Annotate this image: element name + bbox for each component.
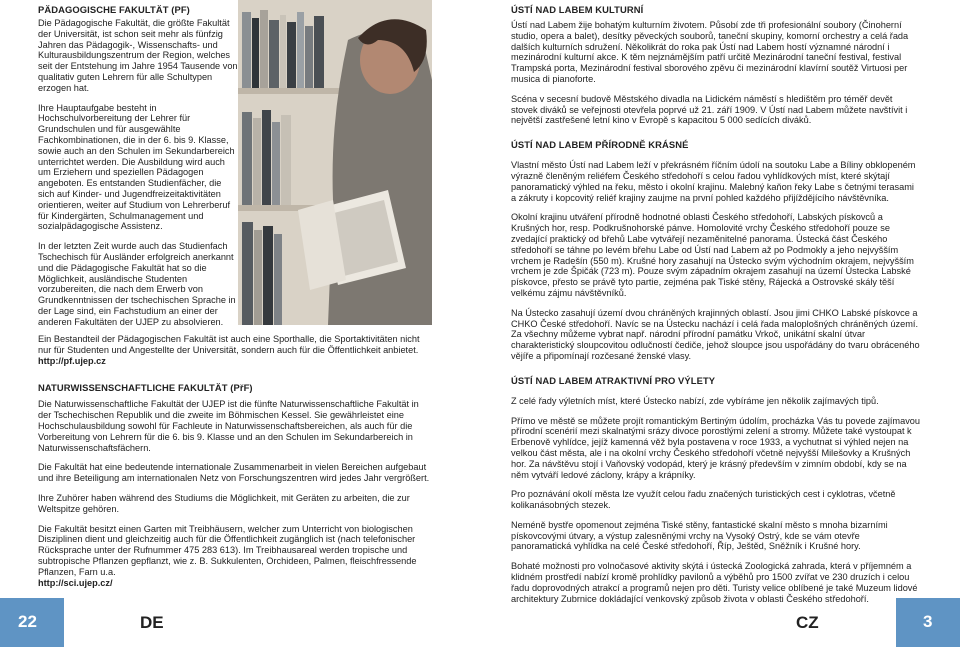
paragraph: Ústí nad Labem žije bohatým kulturním životem. Působí zde tři profesionální soubory (Činoherní studio, opera a balet), desítky pěveckých souborů, taneční skupiny, komorní orchestry a celá řada dalších kulturních sdružení. Několikrát do roka pak Ústí nad Labem hostí významné národní i mezinárodní kulturní akce. K těm nejznámějším patří určitě Mezinárodní taneční festival, festival Trampská porta, Mezinárodní festival sborového zpěvu či mezinárodní klavírní soutěž Virtuosi per musica di pianoforte. (511, 20, 909, 84)
section-title-prf: NATURWISSENSCHAFTLICHE FAKULTÄT (PřF) (38, 382, 253, 394)
paragraph: Ihre Zuhörer haben während des Studiums die Möglichkeit, mit Geräten zu arbeiten, die zur Weltspitze gehören. (38, 492, 410, 514)
section-title-trips: ÚSTÍ NAD LABEM ATRAKTIVNÍ PRO VÝLETY (511, 374, 716, 386)
paragraph: Die Fakultät besitzt einen Garten mit Treibhäusern, welcher zum Unterricht von biologischen Disziplinen dient und gleichzeitig auch für die Öffentlichkeit zugänglich ist (nach telefonischer Rücksprache unter der Rufnummer 475 283 613). Im Treibhausareal werden tropische und subtropische Pflanzen gepflanzt, wie z. B. Sukkulenten, Orchideen, Palmen, fleischfressende Pflanzen, Farn u.a. (38, 523, 417, 577)
left-intro-column (38, 4, 238, 337)
section-title-nature: ÚSTÍ NAD LABEM PŘÍRODNĚ KRÁSNÉ (511, 139, 689, 151)
paragraph: Okolní krajinu utváření přírodně hodnotné oblasti Českého středohoří, Labských pískovců a Krušných hor, resp. Podkrušnohorské pánve. Homolovité vrchy Českého středohoří pouze se zvedající praktický od břehů Labe vytvářejí nezaměnitelné panorama. Ústecká část Českého středohoří se táhne po levém břehu Labe od Ústí nad Labem až po Podmokly a jeho nejvyšším vrchem je Radešín (550 m). Krušné hory zasahují na Ústecko svým východním okrajem, nejvyšším vrchem je zde Špičák (723 m). Pouze svým západním okrajem zasahují na území Ústecka Labské pískovce, přesto se právě tyto partie, zejména pak Tiské stěny, Rájecká a Ostrovské skály těší velkému zájmu návštěvníků. (511, 212, 914, 298)
paragraph: Na Ústecko zasahují území dvou chráněných krajinných oblastí. Jsou jimi CHKO Labské pískovce a CHKO České středohoří. Navíc se na Ústecku nachází i celá řada maloplošných chráněných území. Za všechny můžeme vybrat např. národní přírodní památku Vrkoč, unikátní skalní útvar charakteristický sloupcovitou odlučností čediče, jehož sloupce jsou uspořádány do tvaru obráceného vějíře a připomínají rozčesané ženské vlasy. (511, 307, 920, 361)
paragraph: Přímo ve městě se můžete projít romantickým Bertiným údolím, procházka Vás tu povede zajímavou přírodní scenérií mezi skalnatými srázy divoce porostlými zelení a stromy. Můžete také vystoupat k Erbenově vyhlídce, jejíž kamenná věž byla postavena v roce 1933, a vychutnat si výhled nejen na velkou část města, ale i na okolní vrchy Českého středohoří včetně nejvyšší Milešovky a Krušných hor. Za návštěvu stojí i Vaňovský vodopád, který je krásný především v zimním období, kdy se na něm vytváří ledové záclony, krápy a krápníky. (511, 415, 921, 480)
paragraph: Z celé řady výletních míst, které Ústecko nabízí, zde vybíráme jen několik zajímavých tipů. (511, 395, 879, 406)
paragraph: Vlastní město Ústí nad Labem leží v překrásném říčním údolí na soutoku Labe a Bíliny obklopeném výrazně členěným reliéfem Českého středohoří s celou řadou vyhlídkových míst, které skýtají panoramatický výhled na řeku, město i okolní krajinu. Malebný kaňon řeky Labe s četnými terasami a zákruty i kopcovitý reliéf krajiny zaujme na první pohled každého přijíždějícího návštěvníka. (511, 160, 916, 203)
paragraph: Die Pädagogische Fakultät, die größte Fakultät der Universität, ist schon seit mehr als fünfzig Jahren das Pädagogik-, Wissenschafts- und Kulturausbildungszentrum der Region, welches seit der Entstehung im Jahre 1954 Tausende von qualitativ guten Lehrern für alle Schultypen erzogen hat. (38, 18, 238, 93)
paragraph: Die Naturwissenschaftliche Fakultät der UJEP ist die fünfte Naturwissenschaftliche Fakultät in der Tschechischen Republik und die zweite im Böhmischen Kessel. Sie gewährleistet eine Hochschulausbildung sowohl für Fachleute in Naturwissenschaftsbereichen, als auch für die Vorbereitung von Lehrern für die 6. bis 9. Klasse und an den Schulen im Sekundarbereich in Naturwissenschaftsfächern. (38, 399, 419, 453)
page-number-left: 22 (18, 612, 37, 631)
page-number-right: 3 (923, 612, 933, 631)
paragraph: Pro poznávání okolí města lze využít celou řadu značených turistických cest i cyklotras, včetně kolikanásobných stezek. (511, 489, 896, 511)
paragraph-text: Ein Bestandteil der Pädagogischen Fakultät ist auch eine Sporthalle, die Sportaktivitäten nicht nur für Studenten und Angestellte der Universität, sondern auch für die Öffentlichkeit anbietet. (38, 334, 420, 355)
pf-url-link[interactable]: http://pf.ujep.cz (38, 355, 106, 366)
library-photo-illustration (238, 0, 432, 325)
paragraph: Neméně bystře opomenout zejména Tiské stěny, fantastické skalní město s mnoha bizarními pískovcovými útvary, a výstup zalesněnými vrchy na Vysoký Ostrý, kde se vám otevře panoramatická vyhlídka na celé České středohoří, Říp, Ještěd, Sněžník i Krušné hory. (511, 519, 888, 552)
library-photo (238, 0, 432, 325)
right-column (511, 4, 921, 613)
paragraph: Scéna v secesní budově Městského divadla na Lidickém náměstí s hledištěm pro téměř devět stovek diváků se veřejnosti otevřela poprvé už 21. září 1909. V Ústí nad Labem můžete navštívit i největší zastřešené letní kino v Evropě s kapacitou 5 000 sedících diváků. (511, 93, 908, 126)
paragraph: Bohaté možnosti pro volnočasové aktivity skýtá i ústecká Zoologická zahrada, která v příjemném a klidném prostředí nabízí kromě prohlídky pavilonů a výběhů pro 1500 zvířat ve 230 druzích i celou řadu doprovodných atrakcí a programů nejen pro děti. Turisty velice oblíbené je také Muzeum lidové architektury Zubrnice dokládající venkovský způsob života v oblasti Českého středohoří. (511, 561, 918, 604)
page-footer (0, 598, 960, 647)
paragraph: In der letzten Zeit wurde auch das Studienfach Tschechisch für Ausländer erfolgreich anerkannt und die Pädagogische Fakultät hat so die Möglichkeit, ausländische Studenten vorzubereiten, die nach dem Erwerb von Grundkenntnissen der tschechischen Sprache in der Lage sind, ein Fachstudium an einer der anderen Fakultäten der UJEP zu absolvieren. (38, 241, 236, 327)
paragraph (38, 334, 431, 356)
left-main-column (38, 334, 431, 597)
language-label-de: DE (140, 613, 164, 632)
prf-url-link[interactable]: http://sci.ujep.cz/ (38, 577, 113, 588)
paragraph: Die Fakultät hat eine bedeutende internationale Zusammenarbeit in vielen Bereichen aufgebaut und ihre Beteiligung am internationalen Netz von Forschungszentren wird jedes Jahr vergrößert. (38, 462, 430, 484)
section-title-pf: PÄDAGOGISCHE FAKULTÄT (PF) (38, 4, 190, 15)
language-label-cz: CZ (796, 613, 819, 632)
section-title-cultural: ÚSTÍ NAD LABEM KULTURNÍ (511, 4, 644, 15)
paragraph: Ihre Hauptaufgabe besteht in Hochschulvorbereitung der Lehrer für Grundschulen und für ausgewählte Fachkombinationen, die in der 6. bis 9. Klasse, sowie auch an den Schulen im Sekundarbereich unterrichtet werden. Die Ausbildung wird auch um Erziehern und speziellen Pädagogen angeboten. Es entstanden Studienfächer, die sich auf Kinder- und Jugendfreizeitaktivitäten orientieren, weiter auf Studium von Lehrerberuf für Kindergärten, Schulmanagement und sozialpädagogische Assistenz. (38, 102, 235, 232)
